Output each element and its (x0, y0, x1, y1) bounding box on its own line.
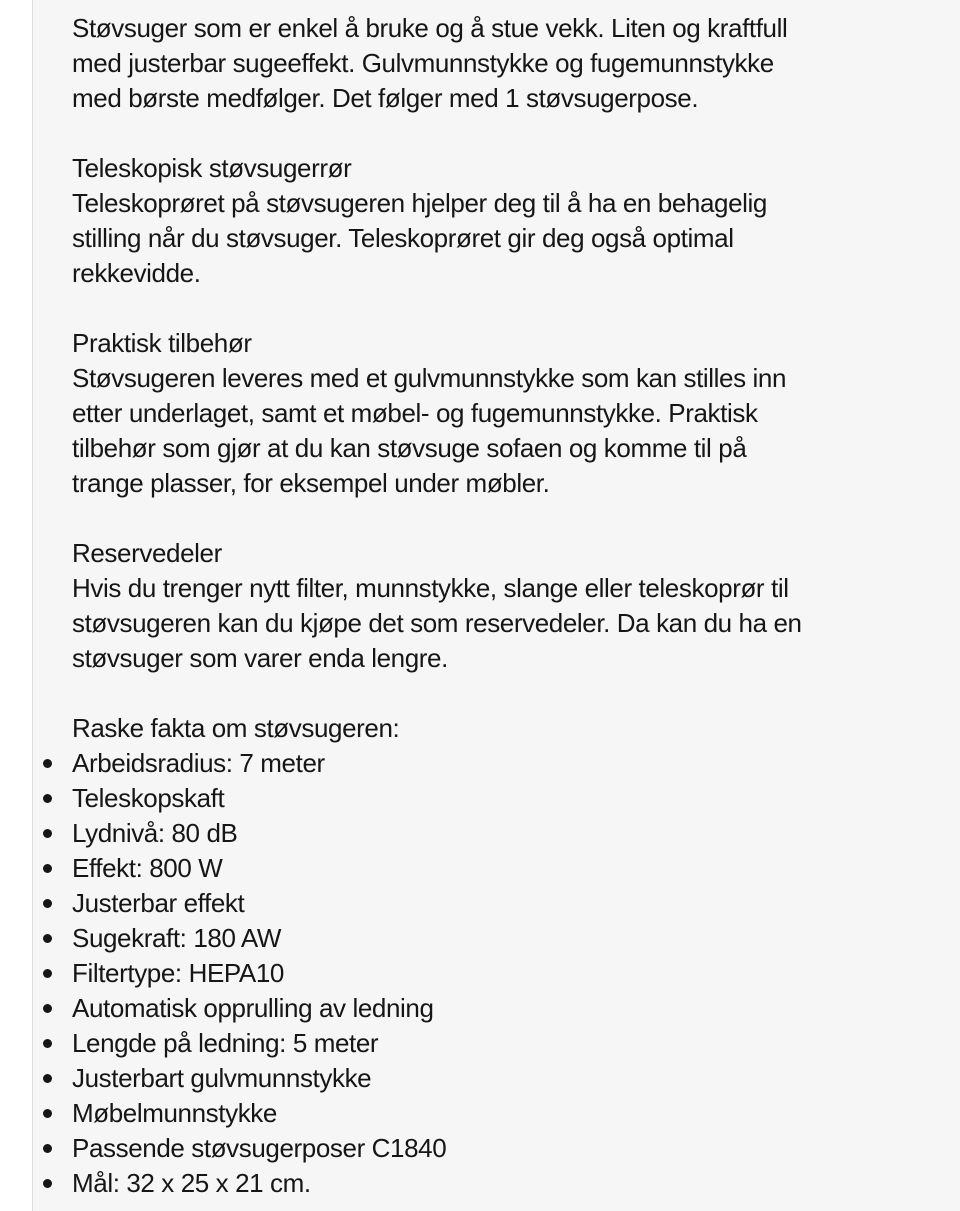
fact-item (72, 1166, 946, 1201)
fact-item (72, 956, 946, 991)
bullet-icon (43, 1179, 52, 1188)
bullet-icon (43, 934, 52, 943)
section-body (72, 361, 946, 501)
fact-item (72, 991, 946, 1026)
fact-text: Lydnivå: 80 dB (72, 818, 238, 848)
intro-paragraph-lines (72, 11, 946, 116)
text-line: Hvis du trenger nytt filter, munnstykke, slange eller teleskoprør til (72, 573, 789, 603)
intro-paragraph (72, 11, 946, 116)
fact-text: Passende støvsugerposer C1840 (72, 1133, 447, 1163)
quick-facts-section (72, 711, 946, 1201)
text-line: tilbehør som gjør at du kan støvsuge sofaen og komme til på (72, 433, 747, 463)
bullet-icon (43, 1004, 52, 1013)
section-heading: Teleskopisk støvsugerrør (72, 153, 352, 183)
text-line: Støvsuger som er enkel å bruke og å stue vekk. Liten og kraftfull (72, 13, 788, 43)
bullet-icon (43, 759, 52, 768)
fact-item (72, 851, 946, 886)
bullet-icon (43, 1039, 52, 1048)
fact-text: Effekt: 800 W (72, 853, 223, 883)
fact-text: Møbelmunnstykke (72, 1098, 277, 1128)
text-line: Teleskoprøret på støvsugeren hjelper deg til å ha en behagelig (72, 188, 767, 218)
fact-text: Lengde på ledning: 5 meter (72, 1028, 379, 1058)
fact-text: Sugekraft: 180 AW (72, 923, 282, 953)
bullet-icon (43, 864, 52, 873)
bullet-icon (43, 794, 52, 803)
text-line: med børste medfølger. Det følger med 1 støvsugerpose. (72, 83, 699, 113)
fact-text: Filtertype: HEPA10 (72, 958, 284, 988)
fact-text: Justerbart gulvmunnstykke (72, 1063, 372, 1093)
facts-heading: Raske fakta om støvsugeren: (72, 713, 400, 743)
fact-item (72, 1096, 946, 1131)
text-line: trange plasser, for eksempel under møbler. (72, 468, 550, 498)
fact-text: Justerbar effekt (72, 888, 245, 918)
fact-item (72, 816, 946, 851)
text-line: støvsugeren kan du kjøpe det som reservedeler. Da kan du ha en (72, 608, 802, 638)
section-practical-accessories (72, 326, 946, 501)
bullet-icon (43, 1144, 52, 1153)
text-line: med justerbar sugeeffekt. Gulvmunnstykke og fugemunnstykke (72, 48, 774, 78)
fact-text: Teleskopskaft (72, 783, 225, 813)
section-body (72, 571, 946, 676)
left-gutter (0, 0, 33, 1211)
product-description-panel (33, 0, 960, 1211)
bullet-icon (43, 829, 52, 838)
text-line: Støvsugeren leveres med et gulvmunnstykke som kan stilles inn (72, 363, 787, 393)
bullet-icon (43, 899, 52, 908)
fact-text: Automatisk opprulling av ledning (72, 993, 434, 1023)
text-line: støvsuger som varer enda lengre. (72, 643, 448, 673)
fact-item (72, 921, 946, 956)
text-line: stilling når du støvsuger. Teleskoprøret gir deg også optimal (72, 223, 734, 253)
fact-item (72, 781, 946, 816)
section-heading: Praktisk tilbehør (72, 328, 252, 358)
fact-item (72, 1131, 946, 1166)
fact-text: Arbeidsradius: 7 meter (72, 748, 325, 778)
section-spare-parts (72, 536, 946, 676)
section-telescopic-tube (72, 151, 946, 291)
bullet-icon (43, 1074, 52, 1083)
fact-item (72, 1061, 946, 1096)
section-body (72, 186, 946, 291)
text-line: rekkevidde. (72, 258, 201, 288)
text-line: etter underlaget, samt et møbel- og fugemunnstykke. Praktisk (72, 398, 758, 428)
bullet-icon (43, 1109, 52, 1118)
fact-item (72, 1026, 946, 1061)
bullet-icon (43, 969, 52, 978)
fact-text: Mål: 32 x 25 x 21 cm. (72, 1168, 311, 1198)
section-heading: Reservedeler (72, 538, 222, 568)
fact-item (72, 886, 946, 921)
facts-list (72, 746, 946, 1201)
fact-item (72, 746, 946, 781)
